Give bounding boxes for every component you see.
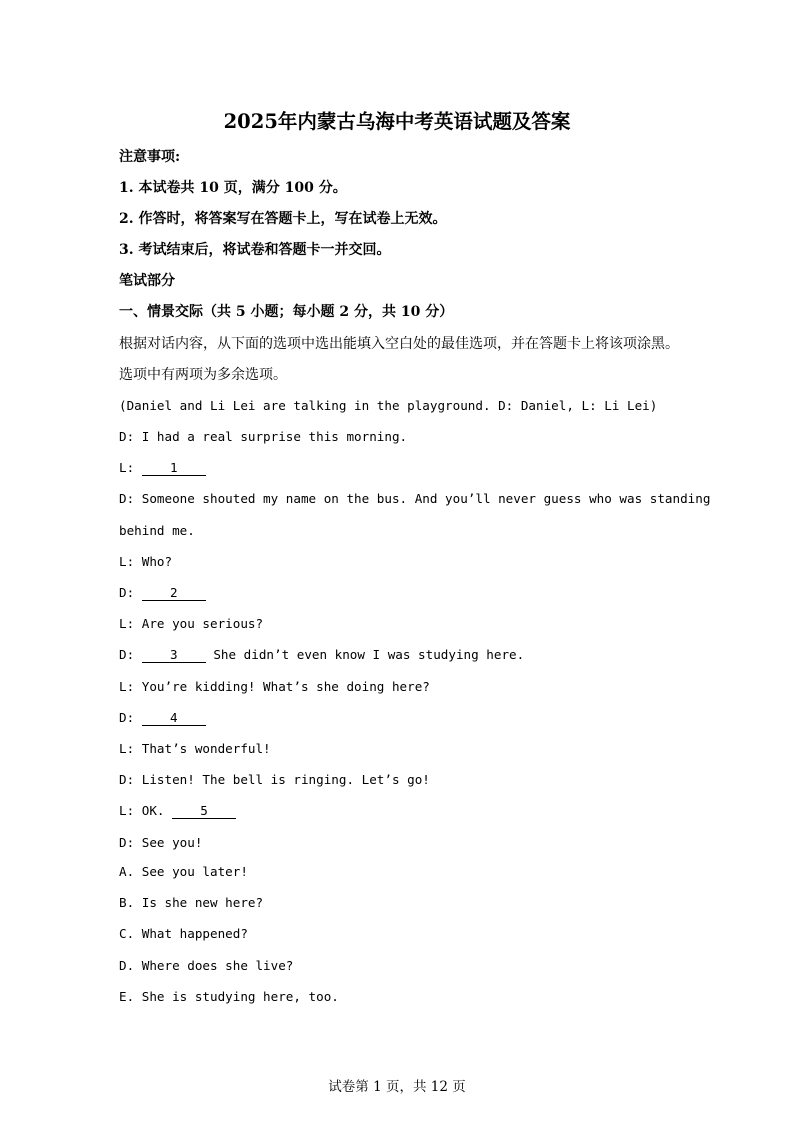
answer-blank: 2 bbox=[142, 585, 206, 601]
speaker-prefix: D: bbox=[119, 710, 142, 725]
answer-blank: 5 bbox=[172, 803, 236, 819]
speaker-prefix: L: bbox=[119, 460, 142, 475]
option-a: A. See you later! bbox=[119, 864, 248, 879]
speaker-prefix: D: bbox=[119, 647, 142, 662]
dialogue-line bbox=[119, 647, 524, 663]
dialogue-line: L: You’re kidding! What’s she doing here? bbox=[119, 679, 430, 694]
option-c: C. What happened? bbox=[119, 926, 248, 941]
instruction-text: 选项中有两项为多余选项。 bbox=[119, 367, 287, 383]
notice-heading: 注意事项: bbox=[119, 149, 181, 165]
notice-item: 2. 作答时，将答案写在答题卡上，写在试卷上无效。 bbox=[119, 211, 447, 227]
section-label: 笔试部分 bbox=[119, 273, 175, 289]
dialogue-line: D: See you! bbox=[119, 835, 203, 850]
dialogue-line: D: I had a real surprise this morning. bbox=[119, 429, 408, 444]
dialogue-line bbox=[119, 585, 206, 601]
dialogue-line bbox=[119, 710, 206, 726]
dialogue-context: (Daniel and Li Lei are talking in the playground. D: Daniel, L: Li Lei) bbox=[119, 398, 658, 413]
dialogue-line: L: Are you serious? bbox=[119, 616, 264, 631]
part-heading: 一、情景交际（共 5 小题；每小题 2 分，共 10 分） bbox=[119, 304, 454, 320]
dialogue-line: L: Who? bbox=[119, 554, 173, 569]
instruction-text: 根据对话内容，从下面的选项中选出能填入空白处的最佳选项，并在答题卡上将该项涂黑。 bbox=[119, 336, 679, 352]
dialogue-line: D: Someone shouted my name on the bus. And you’ll never guess who was standing bbox=[119, 491, 711, 506]
option-b: B. Is she new here? bbox=[119, 895, 264, 910]
option-e: E. She is studying here, too. bbox=[119, 989, 339, 1004]
dialogue-line: behind me. bbox=[119, 523, 195, 538]
notice-item: 3. 考试结束后，将试卷和答题卡一并交回。 bbox=[119, 242, 391, 258]
dialogue-line bbox=[119, 460, 206, 476]
speaker-prefix: D: bbox=[119, 585, 142, 600]
option-d: D. Where does she live? bbox=[119, 958, 294, 973]
dialogue-suffix: She didn’t even know I was studying here. bbox=[205, 647, 525, 662]
dialogue-line: D: Listen! The bell is ringing. Let’s go! bbox=[119, 772, 430, 787]
answer-blank: 4 bbox=[142, 710, 206, 726]
dialogue-line bbox=[119, 803, 236, 819]
speaker-prefix: L: OK. bbox=[119, 803, 173, 818]
page-footer: 试卷第 1 页，共 12 页 bbox=[328, 1079, 466, 1095]
dialogue-line: L: That’s wonderful! bbox=[119, 741, 271, 756]
answer-blank: 3 bbox=[142, 647, 206, 663]
answer-blank: 1 bbox=[142, 460, 206, 476]
document-title: 2025年内蒙古乌海中考英语试题及答案 bbox=[223, 110, 571, 133]
notice-item: 1. 本试卷共 10 页，满分 100 分。 bbox=[119, 180, 347, 196]
